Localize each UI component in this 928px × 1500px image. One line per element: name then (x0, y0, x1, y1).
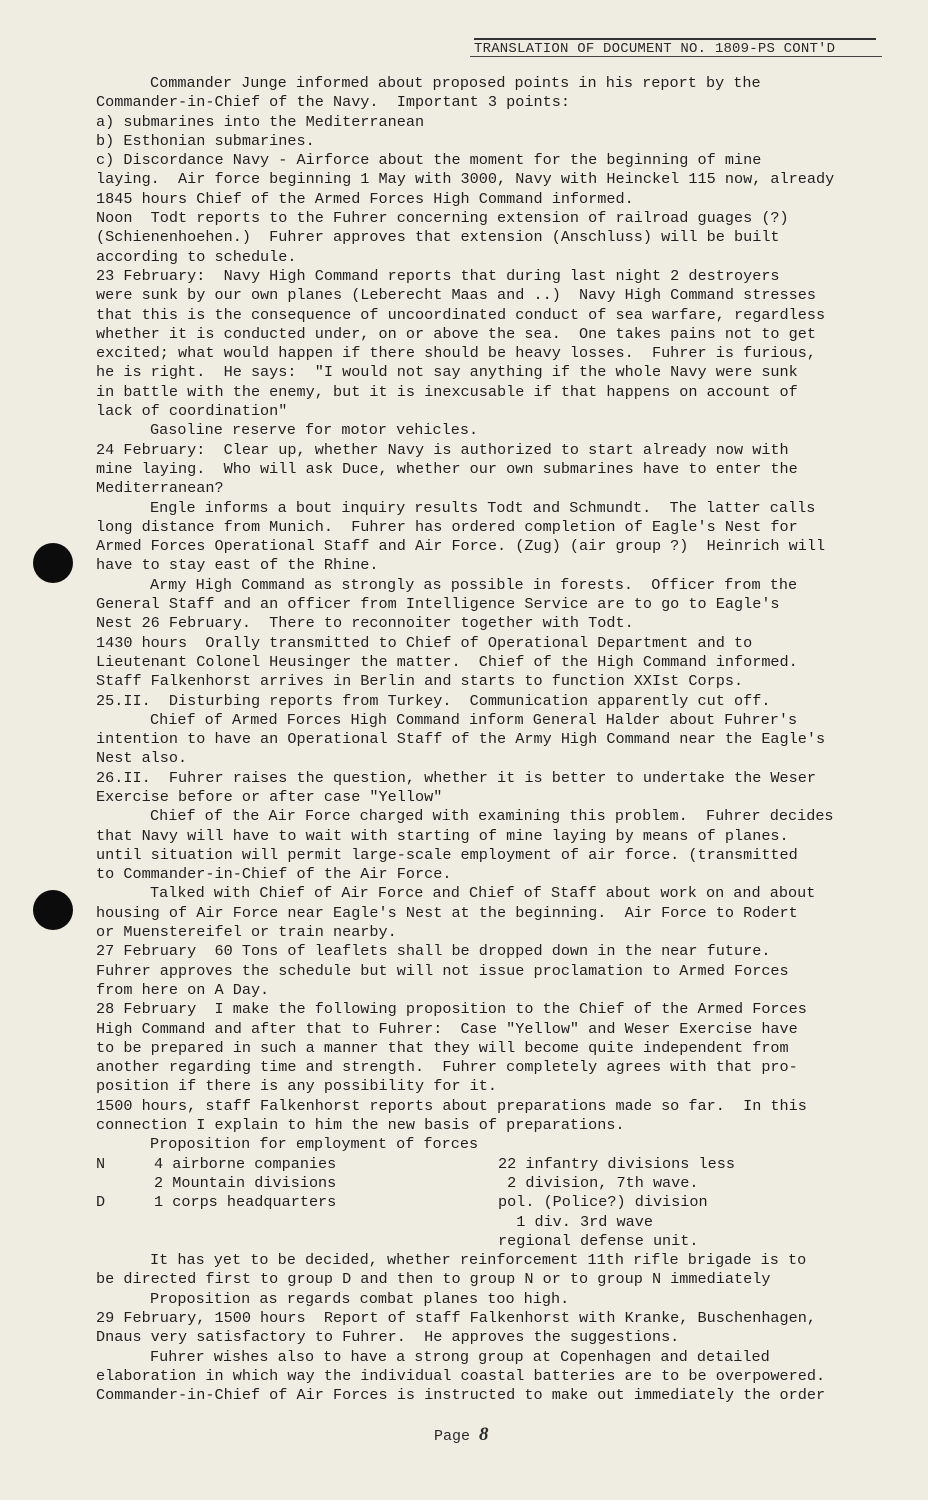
text-line: connection I explain to him the new basis of preparations. (96, 1116, 625, 1135)
text-line: Chief of Armed Forces High Command inform General Halder about Fuhrer's (150, 710, 798, 729)
text-line: whether it is conducted under, on or above the sea. One takes pains not to get (96, 324, 817, 343)
text-line: Fuhrer wishes also to have a strong group at Copenhagen and detailed (150, 1347, 770, 1366)
text-line: It has yet to be decided, whether reinforcement 11th rifle brigade is to (150, 1251, 807, 1270)
text-line: mine laying. Who will ask Duce, whether our own submarines have to enter the (96, 459, 798, 478)
text-line: Army High Command as strongly as possible in forests. Officer from the (150, 575, 798, 594)
group-marker: N (96, 1154, 106, 1173)
forces-row (96, 1213, 886, 1232)
page-number-value: 8 (479, 1424, 489, 1445)
text-line: Mediterranean? (96, 479, 224, 498)
punch-hole-bottom (33, 890, 73, 930)
text-line: lack of coordination" (96, 402, 288, 421)
forces-right: 1 div. 3rd wave (498, 1212, 653, 1231)
text-line: excited; what would happen if there should be heavy losses. Fuhrer is furious, (96, 344, 817, 363)
text-line: laying. Air force beginning 1 May with 3000, Navy with Heinckel 115 now, already (96, 170, 835, 189)
text-line: Exercise before or after case "Yellow" (96, 787, 443, 806)
text-line: a) submarines into the Mediterranean (96, 112, 425, 131)
forces-right: pol. (Police?) division (498, 1193, 708, 1212)
page-number (434, 1424, 489, 1446)
text-line: Talked with Chief of Air Force and Chief of Staff about work on and about (150, 884, 816, 903)
group-marker: D (96, 1193, 106, 1212)
text-line: were sunk by our own planes (Leberecht Maas and ..) Navy High Command stresses (96, 286, 817, 305)
text-line: Chief of the Air Force charged with examining this problem. Fuhrer decides (150, 807, 834, 826)
text-line: Lieutenant Colonel Heusinger the matter. Chief of the High Command informed. (96, 652, 798, 671)
text-line: 24 February: Clear up, whether Navy is authorized to start already now with (96, 440, 789, 459)
forces-row (96, 1193, 886, 1212)
forces-left: 2 Mountain divisions (154, 1173, 337, 1192)
document-body (96, 74, 886, 1405)
text-line: that Navy will have to wait with starting of mine laying by means of planes. (96, 826, 789, 845)
forces-right: 2 division, 7th wave. (498, 1173, 699, 1192)
forces-row (96, 1155, 886, 1174)
text-line: in battle with the enemy, but it is inexcusable if that happens on account of (96, 382, 798, 401)
text-line: to be prepared in such a manner that they will become quite independent from (96, 1038, 789, 1057)
text-line: have to stay east of the Rhine. (96, 556, 379, 575)
text-line: Noon Todt reports to the Fuhrer concerning extension of railroad guages (?) (96, 209, 789, 228)
punch-hole-top (33, 543, 73, 583)
text-line: Fuhrer approves the schedule but will not issue proclamation to Armed Forces (96, 961, 789, 980)
text-line: Commander Junge informed about proposed points in his report by the (150, 74, 761, 92)
text-line: Nest 26 February. There to reconnoiter together with Todt. (96, 614, 634, 633)
text-line: from here on A Day. (96, 980, 270, 999)
forces-row (96, 1174, 886, 1193)
forces-left: 4 airborne companies (154, 1154, 337, 1173)
forces-row (96, 1232, 886, 1251)
text-line: Staff Falkenhorst arrives in Berlin and starts to function XXIst Corps. (96, 672, 744, 691)
text-line: Armed Forces Operational Staff and Air Force. (Zug) (air group ?) Heinrich will (96, 537, 826, 556)
text-line: 28 February I make the following proposition to the Chief of the Armed Forces (96, 1000, 807, 1019)
forces-left: 1 corps headquarters (154, 1193, 337, 1212)
text-line: Gasoline reserve for motor vehicles. (150, 421, 479, 440)
text-line: b) Esthonian submarines. (96, 131, 315, 150)
text-line: 1845 hours Chief of the Armed Forces High Command informed. (96, 189, 634, 208)
text-line: he is right. He says: "I would not say anything if the whole Navy were sunk (96, 363, 798, 382)
forces-right: regional defense unit. (498, 1231, 699, 1250)
text-line: (Schienenhoehen.) Fuhrer approves that extension (Anschluss) will be built (96, 228, 780, 247)
text-line: Nest also. (96, 749, 188, 768)
forces-table (96, 1155, 886, 1251)
text-line: long distance from Munich. Fuhrer has ordered completion of Eagle's Nest for (96, 517, 798, 536)
text-line: according to schedule. (96, 247, 297, 266)
text-line: position if there is any possibility for it. (96, 1077, 498, 1096)
text-line: Engle informs a bout inquiry results Todt and Schmundt. The latter calls (150, 498, 816, 517)
text-line: elaboration in which way the individual coastal batteries are to be overpowered. (96, 1366, 826, 1385)
text-line: housing of Air Force near Eagle's Nest at the beginning. Air Force to Rodert (96, 903, 798, 922)
header-title: TRANSLATION OF DOCUMENT NO. 1809-PS CONT'D (474, 41, 836, 57)
text-line: another regarding time and strength. Fuhrer completely agrees with that pro- (96, 1058, 798, 1077)
text-block-closing (96, 1251, 886, 1405)
text-line: 27 February 60 Tons of leaflets shall be dropped down in the near future. (96, 942, 771, 961)
page-label: Page (434, 1428, 471, 1445)
text-line: Commander-in-Chief of the Navy. Important 3 points: (96, 93, 570, 112)
text-line: Dnaus very satisfactory to Fuhrer. He approves the suggestions. (96, 1328, 680, 1347)
text-line: 1500 hours, staff Falkenhorst reports about preparations made so far. In this (96, 1096, 807, 1115)
text-line: General Staff and an officer from Intelligence Service are to go to Eagle's (96, 595, 780, 614)
text-line: 26.II. Fuhrer raises the question, whether it is better to undertake the Weser (96, 768, 817, 787)
document-header (474, 38, 876, 58)
text-line: c) Discordance Navy - Airforce about the moment for the beginning of mine (96, 151, 762, 170)
text-line: Commander-in-Chief of Air Forces is instructed to make out immediately the order (96, 1386, 826, 1405)
text-line: 29 February, 1500 hours Report of staff Falkenhorst with Kranke, Buschenhagen, (96, 1309, 817, 1327)
text-line: Proposition as regards combat planes too high. (150, 1289, 570, 1308)
text-line: High Command and after that to Fuhrer: Case "Yellow" and Weser Exercise have (96, 1019, 798, 1038)
text-line: Proposition for employment of forces (150, 1135, 479, 1154)
text-line: until situation will permit large-scale employment of air force. (transmitted (96, 845, 798, 864)
text-line: 1430 hours Orally transmitted to Chief of Operational Department and to (96, 633, 753, 652)
text-line: that this is the consequence of uncoordinated conduct of sea warfare, regardless (96, 305, 826, 324)
forces-right: 22 infantry divisions less (498, 1154, 735, 1173)
text-line: intention to have an Operational Staff of the Army High Command near the Eagle's (96, 730, 826, 749)
text-line: 23 February: Navy High Command reports that during last night 2 destroyers (96, 266, 780, 285)
text-line: 25.II. Disturbing reports from Turkey. Communication apparently cut off. (96, 691, 771, 710)
text-line: or Muenstereifel or train nearby. (96, 923, 397, 942)
text-line: to Commander-in-Chief of the Air Force. (96, 865, 452, 884)
text-line: be directed first to group D and then to group N or to group N immediately (96, 1270, 771, 1289)
header-rule (470, 56, 882, 57)
text-block-main (96, 74, 886, 1155)
